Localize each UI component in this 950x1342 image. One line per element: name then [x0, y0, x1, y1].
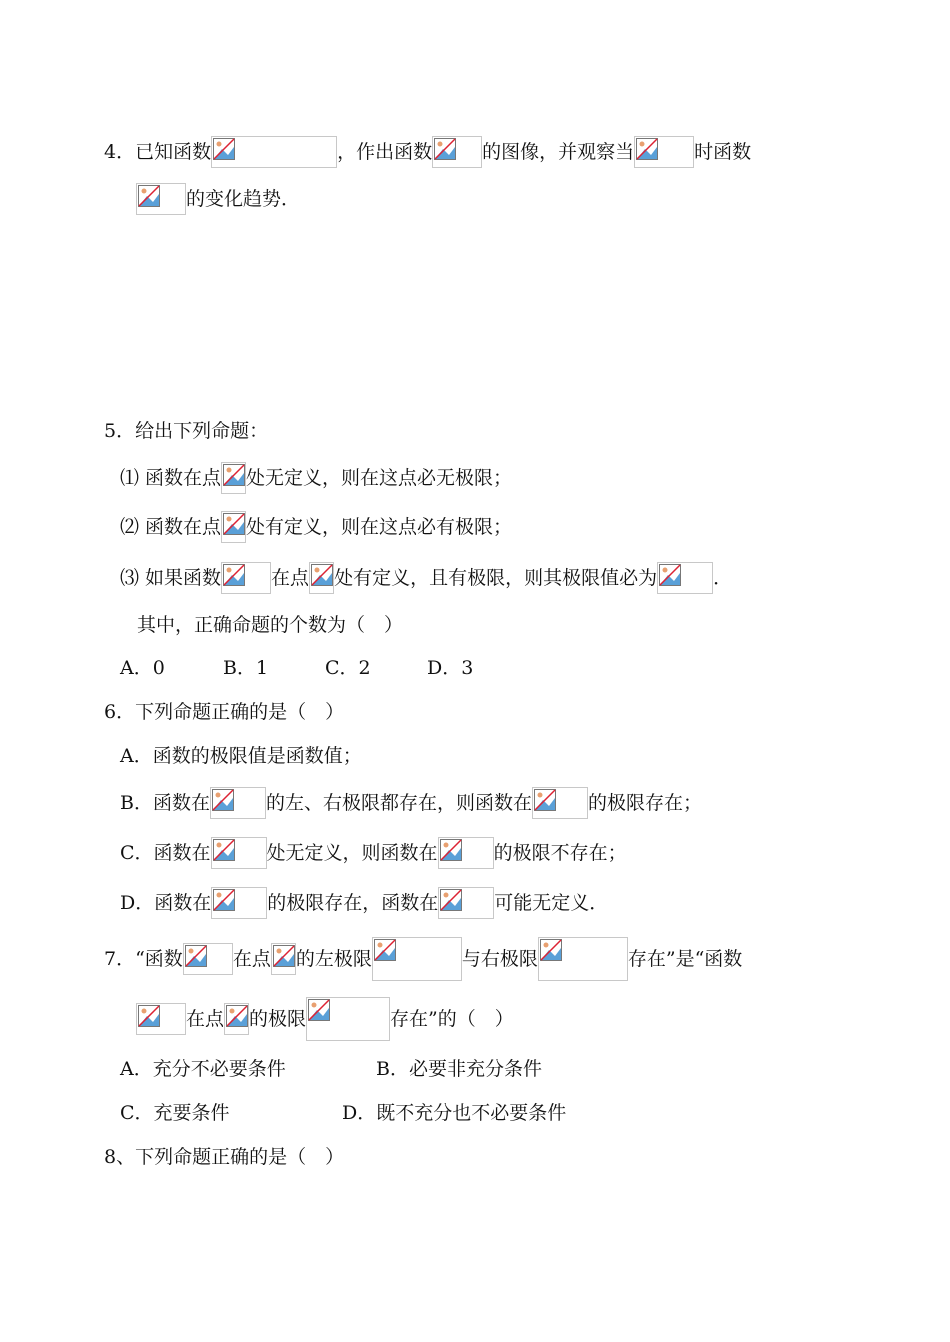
q5-s3-text-c: 处有定义，且有极限，则其极限值必为 — [334, 567, 658, 589]
broken-image-icon — [657, 562, 713, 594]
q6-d-text-1: D．函数在 — [120, 892, 212, 914]
q7-text-6: 在点 — [186, 1008, 225, 1030]
q4-text-5: 的变化趋势． — [186, 188, 301, 210]
broken-image-icon — [372, 937, 462, 981]
q6-option-a-text: A．函数的极限值是函数值； — [120, 745, 362, 767]
broken-image-icon — [183, 943, 233, 975]
q5-question-text: 其中，正确命题的个数为（ ） — [137, 614, 404, 636]
q7-text-2: 在点 — [232, 948, 271, 970]
q5-s1-text-a: ⑴ 函数在点 — [120, 467, 222, 489]
q7-text-8: 存在”的（ ） — [390, 1008, 514, 1030]
q5-s3-text-b: 在点 — [271, 567, 310, 589]
q7-options-row-2 — [120, 1096, 720, 1130]
q6-stem-text: 6．下列命题正确的是（ ） — [104, 701, 345, 723]
q6-b-text-1: B．函数在 — [120, 792, 210, 814]
q7-line-2 — [136, 996, 514, 1040]
broken-image-icon — [538, 937, 628, 981]
broken-image-icon — [309, 562, 334, 594]
q4-line-2 — [136, 181, 300, 215]
q5-statement-1 — [120, 460, 512, 494]
q4-text-3: 的图像，并观察当 — [482, 141, 635, 163]
broken-image-icon — [221, 511, 246, 543]
q4-line-1 — [104, 134, 751, 168]
q6-option-c — [120, 835, 627, 869]
q7-option-d: D．既不充分也不必要条件 — [342, 1102, 567, 1124]
q8-stem — [104, 1139, 344, 1173]
q7-line-1 — [104, 936, 742, 980]
q5-question — [137, 607, 403, 641]
q5-option-a: A．0 — [120, 657, 165, 679]
q7-option-a: A．充分不必要条件 — [120, 1058, 286, 1080]
q5-option-b: B．1 — [223, 657, 269, 679]
q6-d-text-3: 可能无定义． — [494, 892, 609, 914]
broken-image-icon — [136, 183, 186, 215]
q6-c-text-3: 的极限不存在； — [493, 842, 627, 864]
q6-option-d — [120, 885, 608, 919]
q7-options-row-1 — [120, 1052, 720, 1086]
broken-image-icon — [634, 136, 694, 168]
broken-image-icon — [306, 997, 390, 1041]
q7-text-1: 7．“函数 — [104, 948, 183, 970]
q5-s3-text-d: ． — [713, 567, 733, 589]
q7-text-7: 的极限 — [249, 1008, 307, 1030]
q5-s2-text-a: ⑵ 函数在点 — [120, 516, 222, 538]
q6-d-text-2: 的极限存在，函数在 — [267, 892, 439, 914]
broken-image-icon — [432, 136, 482, 168]
q7-text-3: 的左极限 — [295, 948, 372, 970]
q5-stem-text: 5．给出下列命题： — [104, 420, 269, 442]
q5-stem — [104, 413, 268, 447]
q5-s2-text-b: 处有定义，则在这点必有极限； — [246, 516, 513, 538]
broken-image-icon — [211, 887, 267, 919]
q7-text-5: 存在”是“函数 — [627, 948, 743, 970]
q6-option-b — [120, 785, 702, 819]
q7-option-b: B．必要非充分条件 — [376, 1058, 542, 1080]
q7-option-c: C．充要条件 — [120, 1102, 230, 1124]
q6-option-a — [120, 738, 362, 772]
q8-stem-text: 8、下列命题正确的是（ ） — [104, 1146, 345, 1168]
q5-options — [120, 651, 620, 685]
broken-image-icon — [532, 787, 588, 819]
broken-image-icon — [271, 943, 296, 975]
broken-image-icon — [221, 462, 246, 494]
q5-statement-2 — [120, 509, 512, 543]
q5-option-c: C．2 — [325, 657, 371, 679]
broken-image-icon — [210, 787, 266, 819]
q6-stem — [104, 694, 344, 728]
q5-statement-3 — [120, 560, 732, 594]
q5-s1-text-b: 处无定义，则在这点必无极限； — [246, 467, 513, 489]
broken-image-icon — [221, 562, 271, 594]
broken-image-icon — [224, 1003, 249, 1035]
q4-text-4: 时函数 — [694, 141, 752, 163]
q4-text-2: ，作出函数 — [337, 141, 433, 163]
broken-image-icon — [438, 837, 494, 869]
q4-text-1: 4．已知函数 — [104, 141, 212, 163]
broken-image-icon — [211, 136, 337, 168]
q7-text-4: 与右极限 — [461, 948, 538, 970]
q5-s3-text-a: ⑶ 如果函数 — [120, 567, 222, 589]
broken-image-icon — [136, 1003, 186, 1035]
q5-option-d: D．3 — [427, 657, 474, 679]
broken-image-icon — [211, 837, 267, 869]
broken-image-icon — [438, 887, 494, 919]
q6-c-text-2: 处无定义，则函数在 — [266, 842, 438, 864]
q6-b-text-3: 的极限存在； — [587, 792, 702, 814]
q6-c-text-1: C．函数在 — [120, 842, 211, 864]
q6-b-text-2: 的左、右极限都存在，则函数在 — [265, 792, 532, 814]
